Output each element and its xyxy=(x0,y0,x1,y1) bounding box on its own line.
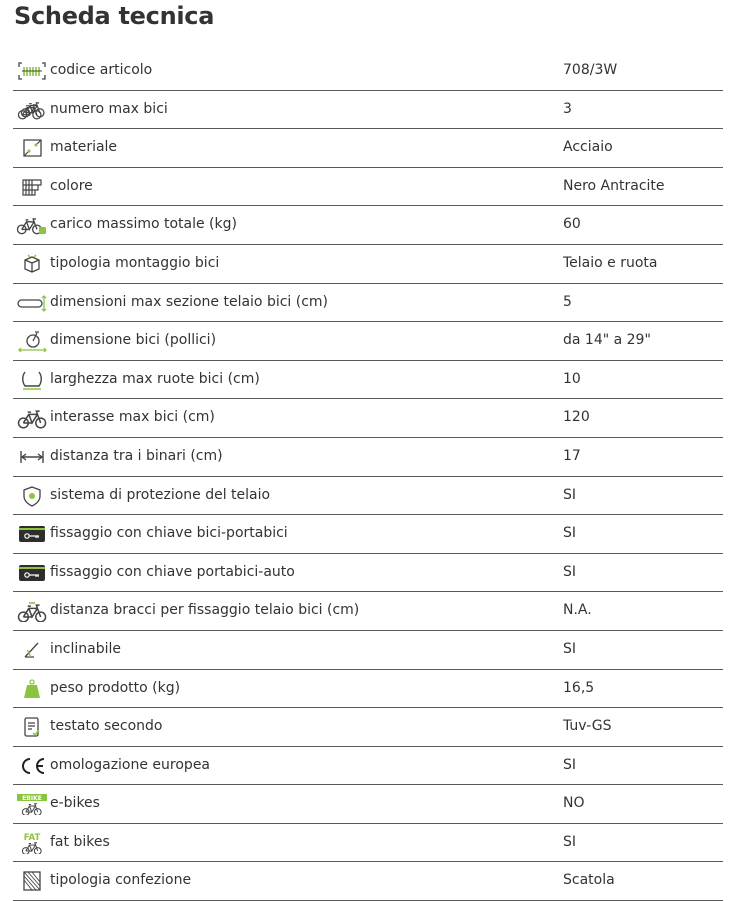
spec-label: colore xyxy=(50,177,93,194)
spec-label: interasse max bici (cm) xyxy=(50,409,215,426)
spec-label: distanza tra i binari (cm) xyxy=(50,447,223,464)
color-swatch-icon xyxy=(16,176,48,198)
rail-distance-icon xyxy=(16,446,48,468)
bike-stack-icon xyxy=(16,99,48,121)
spec-value: SI xyxy=(563,486,577,503)
spec-label: omologazione europea xyxy=(50,756,211,773)
key-lock-icon xyxy=(16,562,48,584)
spec-value: Nero Antracite xyxy=(563,177,665,194)
spec-label: fat bikes xyxy=(50,833,110,850)
spec-row xyxy=(13,785,723,824)
spec-table xyxy=(13,52,723,901)
spec-value: 17 xyxy=(563,447,581,464)
spec-row xyxy=(13,52,723,91)
tilt-icon xyxy=(16,639,48,661)
frame-tube-icon xyxy=(16,292,48,314)
ebike-icon xyxy=(16,793,48,815)
bike-weight-icon xyxy=(16,214,48,236)
spec-value: SI xyxy=(563,640,577,657)
spec-row xyxy=(13,592,723,631)
spec-label: dimensioni max sezione telaio bici (cm) xyxy=(50,293,329,310)
spec-row xyxy=(13,361,723,400)
spec-row xyxy=(13,129,723,168)
material-icon xyxy=(16,137,48,159)
spec-label: codice articolo xyxy=(50,62,153,78)
svg-text:FAT: FAT xyxy=(23,832,41,843)
spec-label: dimensione bici (pollici) xyxy=(50,332,217,349)
spec-value: N.A. xyxy=(563,602,592,619)
spec-row xyxy=(13,322,723,361)
package-box-icon xyxy=(16,870,48,892)
spec-row xyxy=(13,747,723,786)
spec-row xyxy=(13,515,723,554)
spec-value: Scatola xyxy=(563,872,615,889)
spec-value: 16,5 xyxy=(563,679,595,696)
spec-row xyxy=(13,477,723,516)
tire-width-icon xyxy=(16,369,48,391)
spec-value: SI xyxy=(563,563,577,580)
spec-value: Acciaio xyxy=(563,139,613,156)
spec-label: inclinabile xyxy=(50,640,121,657)
shield-icon xyxy=(16,485,48,507)
spec-row xyxy=(13,708,723,747)
spec-value: Tuv-GS xyxy=(563,718,612,735)
spec-label: carico massimo totale (kg) xyxy=(50,216,237,233)
fatbike-icon xyxy=(16,832,48,854)
spec-label: e-bikes xyxy=(50,795,100,812)
spec-value: 3 xyxy=(563,100,572,117)
spec-value: 5 xyxy=(563,293,572,310)
spec-row xyxy=(13,824,723,863)
spec-label: sistema di protezione del telaio xyxy=(50,486,271,503)
spec-label: peso prodotto (kg) xyxy=(50,679,181,696)
svg-text:EBIKE: EBIKE xyxy=(22,795,42,803)
barcode-icon xyxy=(16,60,48,82)
certificate-icon xyxy=(16,716,48,738)
spec-row xyxy=(13,284,723,323)
assembly-box-icon xyxy=(16,253,48,275)
bike-arms-icon xyxy=(16,600,48,622)
wheel-size-icon xyxy=(16,330,48,352)
spec-label: distanza bracci per fissaggio telaio bici (cm) xyxy=(50,602,360,619)
spec-row xyxy=(13,554,723,593)
spec-label: tipologia montaggio bici xyxy=(50,254,220,271)
spec-value: Telaio e ruota xyxy=(563,254,658,271)
spec-row xyxy=(13,862,723,901)
spec-value: SI xyxy=(563,756,577,773)
spec-value: da 14" a 29" xyxy=(563,332,651,349)
spec-label: testato secondo xyxy=(50,718,163,735)
spec-value: 120 xyxy=(563,409,590,426)
spec-row xyxy=(13,168,723,207)
spec-value: SI xyxy=(563,525,577,542)
spec-value: 708/3W xyxy=(563,62,618,78)
spec-row xyxy=(13,91,723,130)
ce-mark-icon xyxy=(16,755,48,777)
spec-row xyxy=(13,631,723,670)
spec-row xyxy=(13,670,723,709)
spec-label: numero max bici xyxy=(50,100,168,117)
weight-icon xyxy=(16,678,48,700)
spec-value: 60 xyxy=(563,216,581,233)
spec-value: SI xyxy=(563,833,577,850)
spec-label: fissaggio con chiave bici-portabici xyxy=(50,525,288,542)
spec-row xyxy=(13,206,723,245)
spec-row xyxy=(13,399,723,438)
page-title: Scheda tecnica xyxy=(14,2,215,30)
spec-label: fissaggio con chiave portabici-auto xyxy=(50,563,295,580)
spec-label: tipologia confezione xyxy=(50,872,192,889)
spec-value: 10 xyxy=(563,370,581,387)
spec-row xyxy=(13,438,723,477)
key-lock-icon xyxy=(16,523,48,545)
spec-value: NO xyxy=(563,795,585,812)
wheelbase-icon xyxy=(16,407,48,429)
spec-label: materiale xyxy=(50,139,118,156)
spec-label: larghezza max ruote bici (cm) xyxy=(50,370,260,387)
spec-row xyxy=(13,245,723,284)
